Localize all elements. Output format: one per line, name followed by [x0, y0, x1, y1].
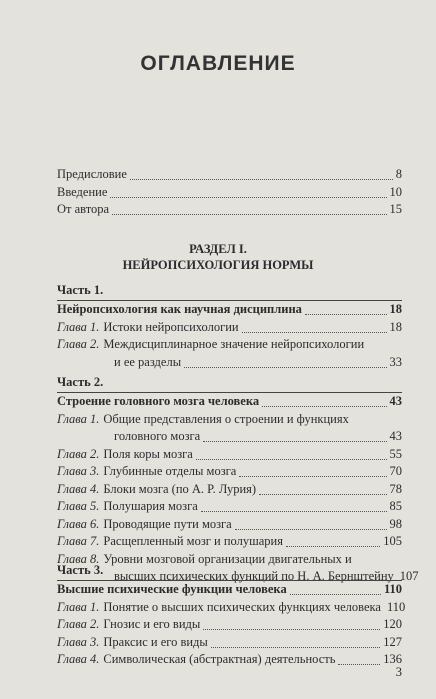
page-number: 3: [395, 665, 402, 679]
chapter-prefix: Глава 1.: [57, 411, 100, 426]
part-3: [57, 562, 406, 669]
chapter-title: Истоки нейропсихологии: [103, 319, 239, 334]
chapter-entry: [57, 319, 402, 337]
chapter-title: Понятие о высших психических функциях человека: [103, 599, 381, 614]
part-label: Часть 3.: [57, 563, 104, 577]
dot-leader: [239, 476, 386, 477]
chapter-prefix: Глава 2.: [57, 446, 100, 461]
chapter-title: Блоки мозга (по А. Р. Лурия): [103, 481, 257, 496]
chapter-page: 105: [383, 534, 402, 548]
chapter-entry: [57, 599, 406, 617]
dot-leader: [196, 459, 387, 460]
dot-leader: [338, 664, 380, 665]
chapter-entry: [57, 463, 402, 481]
toc-entry: [57, 184, 402, 202]
dot-leader: [242, 332, 387, 333]
dot-leader: [130, 179, 393, 180]
chapter-prefix: Глава 3.: [57, 464, 100, 478]
chapter-page: 120: [383, 617, 402, 631]
section-heading-line1: РАЗДЕЛ I.: [189, 242, 247, 256]
dot-leader: [259, 494, 386, 495]
chapter-entry: [57, 498, 402, 516]
chapter-prefix: Глава 1.: [57, 599, 100, 614]
chapter-title: Междисциплинарное значение нейропсихологии: [103, 337, 365, 351]
chapter-prefix: Глава 2.: [57, 337, 100, 351]
part-1: [57, 282, 402, 371]
chapter-title: Проводящие пути мозга: [103, 516, 232, 531]
chapter-page: 85: [389, 499, 402, 513]
part-page: 110: [383, 582, 402, 596]
chapter-prefix: Глава 3.: [57, 634, 100, 649]
dot-leader: [110, 197, 386, 198]
page-title: ОГЛАВЛЕНИЕ: [140, 52, 296, 75]
chapter-entry: [57, 516, 402, 534]
dot-leader: [262, 406, 386, 407]
chapter-entry: [57, 446, 402, 464]
part-heading: [57, 301, 402, 319]
chapter-prefix: Глава 5.: [57, 499, 100, 513]
chapter-prefix: Глава 2.: [57, 617, 100, 631]
dot-leader: [211, 647, 380, 648]
chapter-prefix: Глава 1.: [57, 319, 100, 334]
chapter-title: Гнозис и его виды: [103, 617, 201, 631]
chapter-page: 33: [389, 354, 402, 369]
front-matter: [57, 166, 402, 219]
chapter-title-cont: головного мозга: [114, 429, 201, 443]
chapter-page: 136: [383, 652, 402, 666]
dot-leader: [235, 529, 387, 530]
chapter-title: Общие представления о строении и функциях: [103, 411, 349, 426]
chapter-title: Глубинные отделы мозга: [103, 464, 237, 478]
part-page: 43: [389, 394, 402, 408]
part-heading: [57, 393, 402, 411]
chapter-title: Символическая (абстрактная) деятельность: [103, 652, 336, 666]
dot-leader: [112, 214, 386, 215]
chapter-title: Поля коры мозга: [103, 446, 193, 461]
chapter-page: 55: [389, 446, 402, 461]
dot-leader: [286, 546, 380, 547]
chapter-prefix: Глава 8.: [57, 551, 100, 566]
chapter-title: Уровни мозговой организации двигательных и: [103, 551, 352, 566]
chapter-page: 18: [389, 319, 402, 334]
entry-page: 15: [389, 202, 402, 216]
chapter-title-cont: высших психических функций по Н. А. Бернштейну: [114, 569, 394, 583]
chapter-prefix: Глава 6.: [57, 516, 100, 531]
chapter-prefix: Глава 7.: [57, 534, 100, 548]
dot-leader: [305, 314, 387, 315]
chapter-page: 70: [389, 464, 402, 478]
chapter-title: Расщепленный мозг и полушария: [103, 534, 283, 548]
chapter-title: Полушария мозга: [103, 499, 198, 513]
entry-page: 10: [389, 184, 402, 199]
chapter-page: 110: [386, 599, 406, 614]
dot-leader: [203, 629, 380, 630]
chapter-entry: [57, 533, 402, 551]
dot-leader: [203, 441, 386, 442]
dot-leader: [201, 511, 387, 512]
part-label: Часть 1.: [57, 283, 104, 297]
chapter-entry: [57, 651, 402, 669]
chapter-page: 127: [383, 634, 402, 649]
part-heading-text: Высшие психические функции человека: [57, 582, 287, 596]
section-heading-line2: НЕЙРОПСИХОЛОГИЯ НОРМЫ: [122, 258, 314, 272]
part-page: 18: [389, 302, 402, 316]
toc-entry: [57, 166, 402, 184]
toc-entry: [57, 201, 402, 219]
chapter-entry: [57, 411, 402, 446]
part-heading: [57, 581, 402, 599]
part-label: Часть 2.: [57, 375, 104, 389]
dot-leader: [290, 594, 381, 595]
chapter-page: 78: [389, 481, 402, 496]
chapter-page: 107: [399, 569, 419, 583]
chapter-page: 43: [389, 429, 402, 443]
dot-leader: [184, 367, 386, 368]
entry-label: От автора: [57, 202, 110, 216]
chapter-title-cont: и ее разделы: [114, 354, 182, 369]
chapter-prefix: Глава 4.: [57, 652, 100, 666]
entry-label: Предисловие: [57, 167, 127, 181]
chapter-prefix: Глава 4.: [57, 481, 100, 496]
part-2: [57, 374, 419, 586]
chapter-entry: [57, 634, 402, 652]
entry-label: Введение: [57, 184, 108, 199]
chapter-title: Праксис и его виды: [103, 634, 208, 649]
part-heading-text: Строение головного мозга человека: [57, 394, 260, 408]
part-heading-text: Нейропсихология как научная дисциплина: [57, 302, 302, 316]
entry-page: 8: [395, 167, 402, 181]
chapter-entry: [57, 481, 402, 499]
chapter-entry: [57, 336, 402, 371]
chapter-entry: [57, 616, 402, 634]
chapter-page: 98: [389, 516, 402, 531]
